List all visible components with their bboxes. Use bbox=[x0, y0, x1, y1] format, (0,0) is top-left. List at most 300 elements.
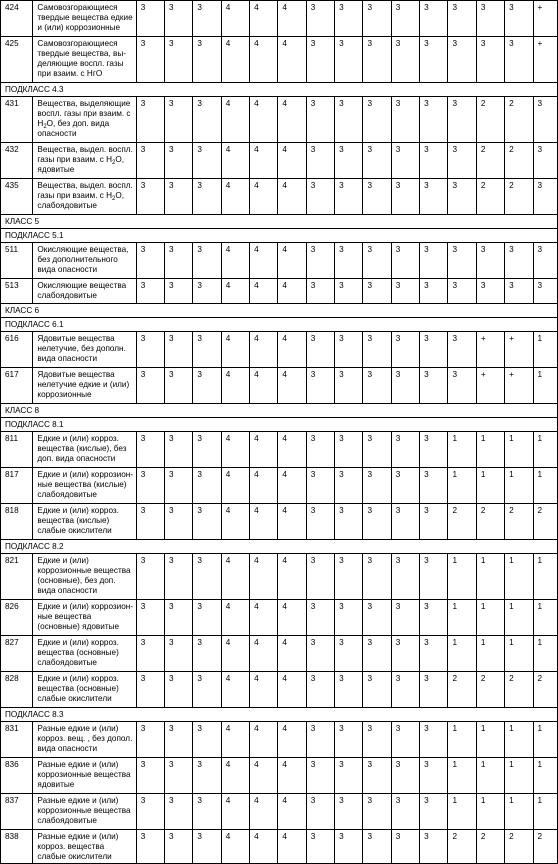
compat-cell: 3 bbox=[448, 143, 476, 179]
compat-cell: 3 bbox=[165, 243, 193, 279]
compat-cell: 3 bbox=[335, 504, 363, 540]
compat-cell: 2 bbox=[505, 143, 533, 179]
table-row bbox=[1, 37, 558, 83]
compat-cell: 3 bbox=[165, 504, 193, 540]
compat-cell: 4 bbox=[278, 636, 306, 672]
compat-cell: 1 bbox=[533, 332, 557, 368]
compat-cell: 1 bbox=[505, 468, 533, 504]
compat-cell: 3 bbox=[335, 37, 363, 83]
table-row bbox=[1, 794, 558, 830]
compat-cell: 1 bbox=[476, 554, 504, 600]
compat-cell: 4 bbox=[250, 97, 278, 143]
compat-cell: 2 bbox=[476, 143, 504, 179]
table-row bbox=[1, 504, 558, 540]
compat-cell: 1 bbox=[533, 468, 557, 504]
substance-name: Окисляющие вещества, без дополнительного вида опасности bbox=[33, 243, 136, 279]
section-header-label: ПОДКЛАСС 8.3 bbox=[1, 708, 558, 722]
section-header-label: ПОДКЛАСС 8.2 bbox=[1, 540, 558, 554]
compat-cell: 3 bbox=[335, 672, 363, 708]
compat-cell: 3 bbox=[136, 332, 164, 368]
compat-cell: 3 bbox=[363, 672, 391, 708]
compat-cell: 4 bbox=[278, 279, 306, 304]
compat-cell: 3 bbox=[533, 179, 557, 215]
compat-cell: 3 bbox=[165, 672, 193, 708]
compat-cell: 3 bbox=[363, 468, 391, 504]
section-header-row bbox=[1, 404, 558, 418]
substance-name: Разные едкие и (или) коррозионные вещества ядовитые bbox=[33, 758, 136, 794]
compat-cell: 4 bbox=[221, 179, 249, 215]
compat-cell: 4 bbox=[250, 143, 278, 179]
compat-cell: 3 bbox=[136, 279, 164, 304]
compat-cell: 3 bbox=[420, 332, 448, 368]
compat-cell: 3 bbox=[193, 504, 221, 540]
row-code: 826 bbox=[1, 600, 33, 636]
compat-cell: 1 bbox=[505, 722, 533, 758]
compat-cell: 3 bbox=[136, 794, 164, 830]
compat-cell: 1 bbox=[476, 722, 504, 758]
compat-cell: 3 bbox=[193, 279, 221, 304]
section-header-label: КЛАСС 8 bbox=[1, 404, 558, 418]
compat-cell: 3 bbox=[136, 97, 164, 143]
compat-cell: 3 bbox=[363, 1, 391, 37]
compat-cell: 3 bbox=[165, 1, 193, 37]
compat-cell: 4 bbox=[278, 794, 306, 830]
compat-cell: 2 bbox=[533, 830, 557, 864]
compat-cell: 4 bbox=[221, 332, 249, 368]
compat-cell: 1 bbox=[476, 600, 504, 636]
substance-name: Окисляющие вещества слабоядовитые bbox=[33, 279, 136, 304]
compat-cell: 1 bbox=[448, 554, 476, 600]
compat-cell: 3 bbox=[165, 600, 193, 636]
compat-cell: 4 bbox=[250, 830, 278, 864]
compat-cell: 1 bbox=[505, 554, 533, 600]
compat-cell: 3 bbox=[505, 37, 533, 83]
compat-cell: 3 bbox=[306, 432, 334, 468]
compat-cell: 1 bbox=[476, 758, 504, 794]
compat-cell: 3 bbox=[391, 794, 419, 830]
compat-cell: 3 bbox=[335, 1, 363, 37]
substance-name: Самовозгорающиеся твердые вещества, выделяющие воспл. газы при взаим. с НгО bbox=[33, 37, 136, 83]
compat-cell: 3 bbox=[363, 97, 391, 143]
compat-cell: 3 bbox=[420, 1, 448, 37]
substance-name bbox=[33, 97, 136, 143]
compat-cell: 4 bbox=[221, 143, 249, 179]
compat-cell: 3 bbox=[335, 243, 363, 279]
compat-cell: 2 bbox=[448, 672, 476, 708]
table-row bbox=[1, 432, 558, 468]
compat-cell: 4 bbox=[221, 794, 249, 830]
compat-cell: 1 bbox=[533, 794, 557, 830]
substance-name: Едкие и (или) корроз. вещества (основные) слабые окислители bbox=[33, 672, 136, 708]
compat-cell: 4 bbox=[278, 722, 306, 758]
compat-cell: 3 bbox=[448, 279, 476, 304]
compat-cell: 3 bbox=[165, 179, 193, 215]
compat-cell: 4 bbox=[250, 37, 278, 83]
compat-cell: 3 bbox=[335, 143, 363, 179]
compat-cell: 3 bbox=[363, 143, 391, 179]
compat-cell: 4 bbox=[250, 504, 278, 540]
compat-cell: 2 bbox=[505, 97, 533, 143]
compat-cell: 1 bbox=[448, 468, 476, 504]
compat-cell: 4 bbox=[278, 368, 306, 404]
compat-cell: 4 bbox=[221, 279, 249, 304]
table-row bbox=[1, 1, 558, 37]
compat-cell: 3 bbox=[306, 554, 334, 600]
compat-cell: 3 bbox=[165, 468, 193, 504]
section-header-row bbox=[1, 540, 558, 554]
table-row bbox=[1, 179, 558, 215]
compat-cell: 3 bbox=[363, 504, 391, 540]
row-code: 432 bbox=[1, 143, 33, 179]
compat-cell: 2 bbox=[448, 830, 476, 864]
compat-cell: 3 bbox=[533, 279, 557, 304]
compat-cell: 3 bbox=[420, 468, 448, 504]
compat-cell: + bbox=[476, 368, 504, 404]
compat-cell: 3 bbox=[391, 758, 419, 794]
compat-cell: 3 bbox=[306, 830, 334, 864]
compat-cell: 3 bbox=[165, 722, 193, 758]
compat-cell: 3 bbox=[476, 1, 504, 37]
compat-cell: 3 bbox=[363, 432, 391, 468]
compat-cell: 3 bbox=[420, 636, 448, 672]
table-row bbox=[1, 830, 558, 864]
compat-cell: 3 bbox=[448, 179, 476, 215]
name-text: О, слабоядовитые bbox=[37, 191, 125, 210]
compat-cell: 1 bbox=[448, 794, 476, 830]
row-code: 828 bbox=[1, 672, 33, 708]
compat-cell: 4 bbox=[278, 243, 306, 279]
compat-cell: 1 bbox=[476, 468, 504, 504]
compat-cell: 4 bbox=[278, 332, 306, 368]
compat-cell: 3 bbox=[136, 758, 164, 794]
compat-cell: 3 bbox=[136, 243, 164, 279]
table-row bbox=[1, 243, 558, 279]
row-code: 616 bbox=[1, 332, 33, 368]
compat-cell: 4 bbox=[278, 432, 306, 468]
compat-cell: 2 bbox=[505, 672, 533, 708]
compat-cell: 3 bbox=[136, 143, 164, 179]
compat-cell: 3 bbox=[363, 37, 391, 83]
compat-cell: 3 bbox=[165, 97, 193, 143]
compat-cell: 1 bbox=[533, 432, 557, 468]
compat-cell: 3 bbox=[306, 368, 334, 404]
compat-cell: 3 bbox=[306, 37, 334, 83]
name-text: О, без доп. вида опасности bbox=[37, 119, 110, 138]
table-row bbox=[1, 143, 558, 179]
table-row bbox=[1, 636, 558, 672]
section-header-label: КЛАСС 5 bbox=[1, 215, 558, 229]
row-code: 425 bbox=[1, 37, 33, 83]
compat-cell: 1 bbox=[476, 794, 504, 830]
compat-cell: 3 bbox=[306, 1, 334, 37]
compat-cell: 4 bbox=[250, 636, 278, 672]
compat-cell: 3 bbox=[420, 179, 448, 215]
section-header-label: ПОДКЛАСС 5.1 bbox=[1, 229, 558, 243]
compat-cell: 3 bbox=[136, 1, 164, 37]
compat-cell: 3 bbox=[335, 758, 363, 794]
compat-cell: 3 bbox=[420, 600, 448, 636]
compat-cell: 3 bbox=[391, 179, 419, 215]
compat-cell: 1 bbox=[533, 554, 557, 600]
compat-cell: 3 bbox=[193, 600, 221, 636]
row-code: 817 bbox=[1, 468, 33, 504]
section-header-label: ПОДКЛАСС 8.1 bbox=[1, 418, 558, 432]
table-row bbox=[1, 600, 558, 636]
compat-cell: 1 bbox=[533, 758, 557, 794]
compat-cell: + bbox=[476, 332, 504, 368]
compat-cell: 3 bbox=[136, 636, 164, 672]
compat-cell: 4 bbox=[278, 830, 306, 864]
compat-cell: 3 bbox=[420, 722, 448, 758]
row-code: 836 bbox=[1, 758, 33, 794]
compat-cell: 1 bbox=[448, 636, 476, 672]
compat-cell: 1 bbox=[476, 636, 504, 672]
row-code: 821 bbox=[1, 554, 33, 600]
table-row bbox=[1, 672, 558, 708]
table-body bbox=[1, 1, 558, 864]
compat-cell: 3 bbox=[136, 368, 164, 404]
compat-cell: 3 bbox=[391, 368, 419, 404]
compat-cell: 3 bbox=[335, 830, 363, 864]
compat-cell: 3 bbox=[193, 672, 221, 708]
compat-cell: 3 bbox=[193, 243, 221, 279]
compat-cell: 3 bbox=[136, 672, 164, 708]
compat-cell: 4 bbox=[278, 554, 306, 600]
compat-cell: 3 bbox=[391, 243, 419, 279]
compat-cell: 4 bbox=[250, 600, 278, 636]
compat-cell: 2 bbox=[448, 504, 476, 540]
section-header-row bbox=[1, 229, 558, 243]
compat-cell: 1 bbox=[448, 758, 476, 794]
compat-cell: 3 bbox=[165, 794, 193, 830]
section-header-label: ПОДКЛАСС 4.3 bbox=[1, 83, 558, 97]
compat-cell: 3 bbox=[448, 332, 476, 368]
compat-cell: 4 bbox=[221, 368, 249, 404]
compat-cell: 4 bbox=[221, 37, 249, 83]
compat-cell: 1 bbox=[505, 794, 533, 830]
compat-cell: 3 bbox=[193, 37, 221, 83]
compat-cell: 2 bbox=[476, 179, 504, 215]
compat-cell: 3 bbox=[193, 179, 221, 215]
compat-cell: 3 bbox=[476, 243, 504, 279]
compat-cell: 1 bbox=[505, 636, 533, 672]
compat-cell: 3 bbox=[193, 636, 221, 672]
compat-cell: 4 bbox=[278, 468, 306, 504]
compat-cell: 3 bbox=[420, 504, 448, 540]
compat-cell: 3 bbox=[193, 758, 221, 794]
compat-cell: 3 bbox=[420, 368, 448, 404]
substance-name: Разные едкие и (или) корроз. вещ. , без допол. вида опасности bbox=[33, 722, 136, 758]
compat-cell: 4 bbox=[250, 279, 278, 304]
compat-cell: 3 bbox=[363, 368, 391, 404]
compat-cell: 3 bbox=[306, 179, 334, 215]
compat-cell: 4 bbox=[278, 97, 306, 143]
compat-cell: 3 bbox=[363, 758, 391, 794]
compat-cell: 3 bbox=[136, 830, 164, 864]
compat-cell: 3 bbox=[306, 97, 334, 143]
compat-cell: 4 bbox=[250, 432, 278, 468]
table-row bbox=[1, 468, 558, 504]
compat-cell: 3 bbox=[136, 179, 164, 215]
name-text: Вещества, выдел. воспл. газы при взаим. с Н bbox=[37, 181, 133, 200]
compat-cell: 3 bbox=[420, 794, 448, 830]
substance-name: Едкие и (или) корроз. вещества (основные) слабоядовитые bbox=[33, 636, 136, 672]
compat-cell: 3 bbox=[306, 636, 334, 672]
compat-cell: 3 bbox=[136, 504, 164, 540]
compat-cell: 3 bbox=[448, 37, 476, 83]
compat-cell: 3 bbox=[193, 794, 221, 830]
compat-cell: 3 bbox=[165, 368, 193, 404]
compat-cell: 3 bbox=[335, 722, 363, 758]
compat-cell: 4 bbox=[221, 554, 249, 600]
subscript-text: 2 bbox=[43, 124, 47, 130]
compat-cell: 3 bbox=[363, 794, 391, 830]
compat-cell: + bbox=[533, 37, 557, 83]
compat-cell: 4 bbox=[250, 179, 278, 215]
compat-cell: 3 bbox=[165, 554, 193, 600]
compat-cell: 3 bbox=[391, 143, 419, 179]
section-header-row bbox=[1, 708, 558, 722]
table-row bbox=[1, 758, 558, 794]
compat-cell: 3 bbox=[193, 432, 221, 468]
compat-cell: 1 bbox=[448, 432, 476, 468]
compat-cell: 1 bbox=[533, 636, 557, 672]
substance-name: Разные едкие и (или) коррозионные вещества слабоядовитые bbox=[33, 794, 136, 830]
compat-cell: 3 bbox=[363, 243, 391, 279]
substance-name: Едкие и (или) корроз. вещества (кислые) слабые окислители bbox=[33, 504, 136, 540]
compat-cell: 4 bbox=[250, 672, 278, 708]
compat-cell: 3 bbox=[193, 332, 221, 368]
compat-cell: 3 bbox=[533, 97, 557, 143]
substance-name: Едкие и (или) коррозионные вещества (основные) ядовитые bbox=[33, 600, 136, 636]
name-text: Вещества, выделяющие воспл. газы при взаим. с Н bbox=[37, 99, 131, 128]
compat-cell: 3 bbox=[448, 368, 476, 404]
compat-cell: 4 bbox=[250, 1, 278, 37]
compat-cell: 3 bbox=[335, 794, 363, 830]
compat-cell: 3 bbox=[306, 794, 334, 830]
compat-cell: 3 bbox=[306, 758, 334, 794]
compat-cell: 3 bbox=[193, 1, 221, 37]
compat-cell: 4 bbox=[250, 794, 278, 830]
compat-cell: 4 bbox=[278, 179, 306, 215]
compat-cell: 4 bbox=[278, 672, 306, 708]
compat-cell: 3 bbox=[306, 143, 334, 179]
compat-cell: + bbox=[505, 368, 533, 404]
compat-cell: 1 bbox=[533, 368, 557, 404]
compat-cell: 1 bbox=[505, 432, 533, 468]
compat-cell: 3 bbox=[136, 37, 164, 83]
compat-cell: 4 bbox=[221, 600, 249, 636]
compat-cell: 3 bbox=[335, 636, 363, 672]
substance-name: Едкие и (или) коррозионные вещества (кислые) слабоядовитые bbox=[33, 468, 136, 504]
compat-cell: 1 bbox=[448, 722, 476, 758]
compat-cell: 4 bbox=[221, 468, 249, 504]
section-header-row bbox=[1, 83, 558, 97]
compat-cell: 3 bbox=[136, 432, 164, 468]
compat-cell: 4 bbox=[221, 672, 249, 708]
row-code: 424 bbox=[1, 1, 33, 37]
compat-cell: 3 bbox=[363, 279, 391, 304]
compat-cell: 3 bbox=[391, 37, 419, 83]
compat-cell: 3 bbox=[391, 1, 419, 37]
compat-cell: 3 bbox=[306, 504, 334, 540]
compat-cell: 3 bbox=[335, 179, 363, 215]
compat-cell: 3 bbox=[476, 37, 504, 83]
compat-cell: 3 bbox=[335, 468, 363, 504]
compat-cell: 3 bbox=[335, 554, 363, 600]
compat-cell: 3 bbox=[476, 279, 504, 304]
compat-cell: 3 bbox=[306, 672, 334, 708]
name-text: О, ядовитые bbox=[37, 155, 125, 174]
compat-cell: 3 bbox=[193, 722, 221, 758]
row-code: 827 bbox=[1, 636, 33, 672]
compat-cell: 3 bbox=[136, 600, 164, 636]
compat-cell: 3 bbox=[193, 97, 221, 143]
compat-cell: 3 bbox=[420, 97, 448, 143]
table-row bbox=[1, 722, 558, 758]
compat-cell: 3 bbox=[391, 830, 419, 864]
table-row bbox=[1, 332, 558, 368]
compat-cell: 3 bbox=[165, 636, 193, 672]
compat-cell: 3 bbox=[420, 830, 448, 864]
compat-cell: 3 bbox=[420, 758, 448, 794]
compat-cell: 3 bbox=[363, 636, 391, 672]
table-row bbox=[1, 97, 558, 143]
compat-cell: 3 bbox=[165, 432, 193, 468]
compat-cell: 2 bbox=[533, 504, 557, 540]
compat-cell: 3 bbox=[420, 672, 448, 708]
compat-cell: 3 bbox=[391, 672, 419, 708]
compat-cell: 3 bbox=[533, 143, 557, 179]
compat-cell: 3 bbox=[420, 279, 448, 304]
row-code: 431 bbox=[1, 97, 33, 143]
compat-cell: 4 bbox=[278, 37, 306, 83]
substance-name bbox=[33, 143, 136, 179]
compat-cell: 3 bbox=[306, 468, 334, 504]
compat-cell: 3 bbox=[335, 97, 363, 143]
compat-cell: 1 bbox=[533, 722, 557, 758]
compat-cell: 3 bbox=[193, 554, 221, 600]
compat-cell: 4 bbox=[250, 758, 278, 794]
substance-name: Разные едкие и (или) корроз. вещества слабые окислители bbox=[33, 830, 136, 864]
compat-cell: 4 bbox=[250, 332, 278, 368]
compat-cell: 3 bbox=[391, 504, 419, 540]
row-code: 831 bbox=[1, 722, 33, 758]
compat-cell: 4 bbox=[278, 1, 306, 37]
compat-cell: 3 bbox=[193, 368, 221, 404]
section-header-row bbox=[1, 304, 558, 318]
compat-cell: 3 bbox=[391, 600, 419, 636]
compat-cell: 3 bbox=[335, 432, 363, 468]
compat-cell: 3 bbox=[391, 468, 419, 504]
section-header-row bbox=[1, 418, 558, 432]
compat-cell: 3 bbox=[306, 243, 334, 279]
compat-cell: + bbox=[533, 1, 557, 37]
subscript-text: 2 bbox=[112, 196, 116, 202]
compat-cell: 3 bbox=[420, 37, 448, 83]
substance-name: Самовозгорающиеся твердые вещества едкие и (или) коррозионные bbox=[33, 1, 136, 37]
compat-cell: 3 bbox=[533, 243, 557, 279]
row-code: 811 bbox=[1, 432, 33, 468]
compat-cell: 3 bbox=[505, 279, 533, 304]
substance-name: Едкие и (или) коррозионные вещества (основные), без доп. вида опасности bbox=[33, 554, 136, 600]
compat-cell: 2 bbox=[476, 830, 504, 864]
compat-cell: 1 bbox=[448, 600, 476, 636]
substance-name: Ядовитые вещества нелетучие едкие и (или) коррозионные bbox=[33, 368, 136, 404]
row-code: 617 bbox=[1, 368, 33, 404]
compat-cell: 4 bbox=[221, 432, 249, 468]
compat-cell: 4 bbox=[221, 722, 249, 758]
